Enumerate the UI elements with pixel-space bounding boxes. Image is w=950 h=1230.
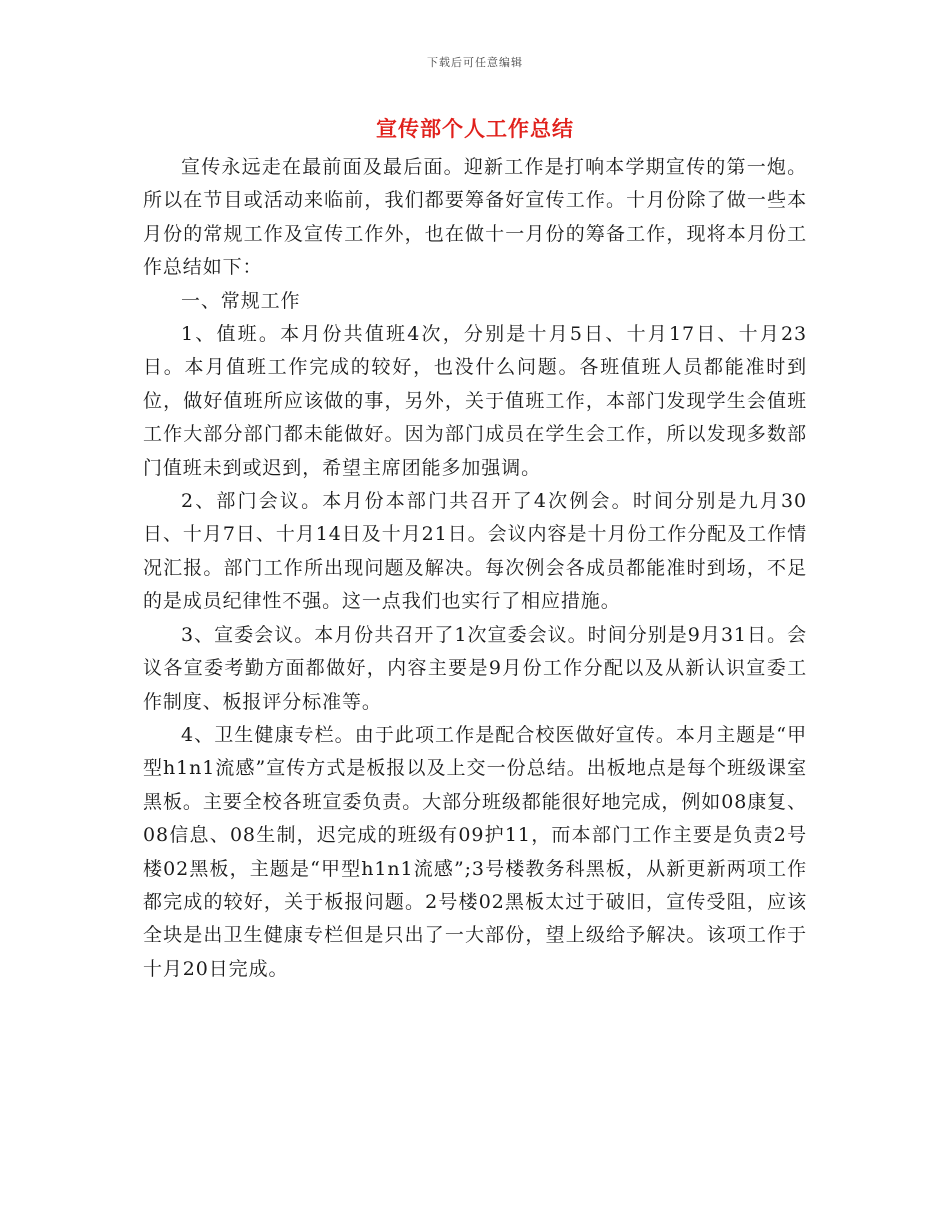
header-note: 下载后可任意编辑 [427,56,523,69]
section-heading-routine-work: 一、常规工作 [181,289,301,312]
paragraph-duty: 1、值班。本月份共值班4次，分别是十月5日、十月17日、十月23日。本月值班工作完成的较好，也没什么问题。各班值班人员都能准时到位，做好值班所应该做的事，另外，关于值班工作，本部门发现学生会值班工作大部分部门都未能做好。因为部门成员在学生会工作，所以发现多数部门值班未到或迟到，希望主席团能多加强调。 [143,323,807,479]
paragraph-health-column: 4、卫生健康专栏。由于此项工作是配合校医做好宣传。本月主题是“甲型h1n1流感”宣传方式是板报以及上交一份总结。出板地点是每个班级课室黑板。主要全校各班宣委负责。大部分班级都能很好地完成，例如08康复、08信息、08生制，迟完成的班级有09护11，而本部门工作主要是负责2号楼02黑板，主题是“甲型h1n1流感”;3号楼教务科黑板，从新更新两项工作都完成的较好，关于板报问题。2号楼02黑板太过于破旧，宣传受阻，应该全块是出卫生健康专栏但是只出了一大部份，望上级给予解决。该项工作于十月20日完成。 [143,723,807,980]
document-title: 宣传部个人工作总结 [376,117,574,141]
paragraph-department-meetings: 2、部门会议。本月份本部门共召开了4次例会。时间分别是九月30日、十月7日、十月14日及十月21日。会议内容是十月份工作分配及工作情况汇报。部门工作所出现问题及解决。每次例会各成员都能准时到场，不足的是成员纪律性不强。这一点我们也实行了相应措施。 [143,490,807,613]
paragraph-publicity-committee-meeting: 3、宣委会议。本月份共召开了1次宣委会议。时间分别是9月31日。会议各宣委考勤方面都做好，内容主要是9月份工作分配以及从新认识宣委工作制度、板报评分标准等。 [143,623,807,713]
paragraph-intro: 宣传永远走在最前面及最后面。迎新工作是打响本学期宣传的第一炮。所以在节目或活动来临前，我们都要筹备好宣传工作。十月份除了做一些本月份的常规工作及宣传工作外，也在做十一月份的筹备工作，现将本月份工作总结如下： [143,156,807,279]
document-body [143,151,807,986]
